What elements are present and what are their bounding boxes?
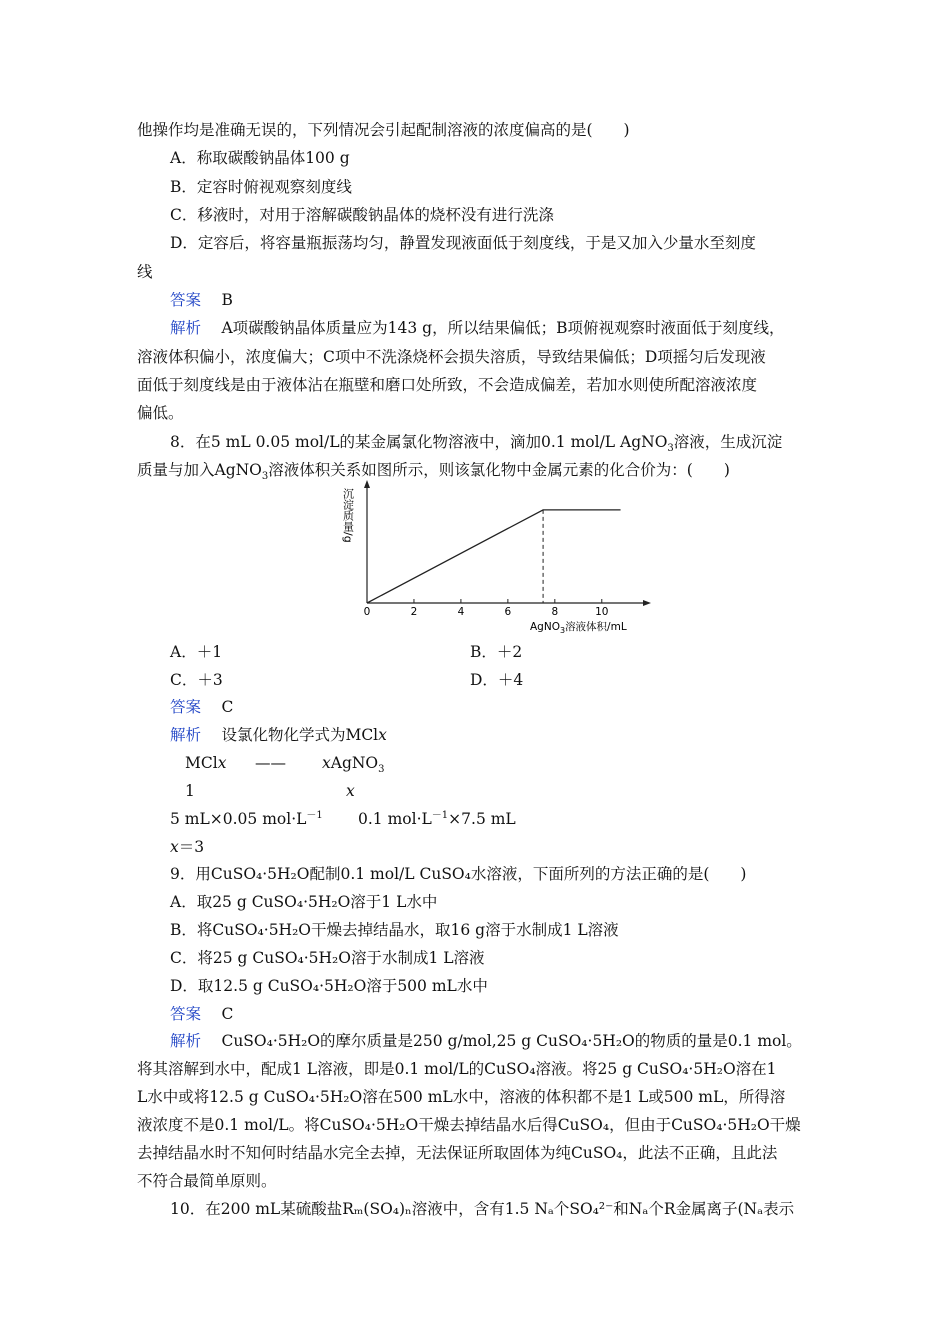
chart-x-tick-label: 0	[363, 606, 371, 618]
answer-value: C	[221, 1005, 234, 1023]
q7-option-d: D．定容后，将容量瓶振荡均匀，静置发现液面低于刻度线，于是又加入少量水至刻度	[170, 234, 756, 252]
calc-text: ×7.5 mL	[448, 810, 516, 828]
calc-text: ＝3	[178, 838, 205, 856]
calc-text: 5 mL×0.05 mol·L	[170, 810, 307, 828]
q7-analysis-line-3: 面低于刻度线是由于液体沾在瓶壁和磨口处所致，不会造成偏差，若加水则使所配溶液浓度	[137, 376, 758, 394]
answer-label: 答案	[170, 698, 202, 716]
q8-option-b: B．＋2	[470, 643, 523, 661]
variable-x: x	[217, 754, 227, 772]
analysis-label: 解析	[170, 726, 202, 744]
q8-option-a: A．＋1	[170, 643, 223, 661]
q7-answer	[170, 290, 233, 310]
chart-y-axis-arrow	[364, 480, 370, 488]
q9-analysis-line-1	[170, 1031, 802, 1051]
subscript: 3	[667, 443, 674, 455]
q8-option-d: D．＋4	[470, 671, 524, 689]
q8-result	[170, 837, 204, 857]
precipitate-chart	[330, 478, 660, 638]
q8-stem-text: 8．在5 mL 0.05 mol/L的某金属氯化物溶液中，滴加0.1 mol/L AgNO	[170, 433, 668, 451]
analysis-label: 解析	[170, 319, 202, 337]
chart-x-tick-label: 10	[595, 606, 609, 618]
superscript: －1	[306, 809, 323, 821]
chart-x-axis-arrow	[643, 600, 651, 606]
q8-calc-left	[170, 809, 323, 829]
q9-analysis-line-6: 不符合最简单原则。	[137, 1172, 277, 1190]
q10-stem-line-1: 10．在200 mL某硫酸盐Rₘ(SO₄)ₙ溶液中，含有1.5 Nₐ个SO₄²⁻和Nₐ个R金属离子(Nₐ表示	[170, 1200, 795, 1218]
q8-stem-text: 溶液体积关系如图所示，则该氯化物中金属元素的化合价为：( )	[268, 461, 730, 479]
q7-option-c: C．移液时，对用于溶解碳酸钠晶体的烧杯没有进行洗涤	[170, 206, 554, 224]
subscript: 3	[378, 764, 385, 776]
subscript: 3	[261, 471, 269, 483]
q8-calc-one: 1	[185, 782, 195, 800]
chart-x-tick-label: 2	[410, 606, 418, 618]
q8-calc-agno3	[322, 753, 385, 776]
q7-option-a: A．称取碳酸钠晶体100 g	[170, 149, 350, 167]
q7-analysis-line-1	[170, 318, 784, 338]
chart-y-axis-label: 沉淀质量/g	[341, 488, 355, 543]
q8-calc-right	[358, 809, 516, 829]
q9-analysis-line-3: L水中或将12.5 g CuSO₄·5H₂O溶在500 mL水中，溶液的体积都不是1 L或500 mL，所得溶	[137, 1088, 786, 1106]
q9-answer	[170, 1004, 233, 1024]
variable-x: x	[378, 726, 387, 744]
chart-x-tick-label: 4	[457, 606, 465, 618]
q9-analysis-line-2: 将其溶解到水中，配成1 L溶液，即是0.1 mol/L的CuSO₄溶液。将25 g CuSO₄·5H₂O溶在1	[137, 1060, 777, 1078]
q8-calc-x: x	[346, 782, 355, 800]
chart-x-tick-label: 6	[504, 606, 512, 618]
q8-option-c: C．＋3	[170, 671, 223, 689]
q8-analysis-line-1	[170, 725, 387, 745]
q8-answer	[170, 697, 233, 717]
calc-text: AgNO	[330, 754, 379, 772]
q8-calc-row-1	[185, 753, 226, 773]
q8-stem-text: 溶液，生成沉淀	[673, 433, 783, 451]
analysis-text: CuSO₄·5H₂O的摩尔质量是250 g/mol,25 g CuSO₄·5H₂O的物质的量是0.1 mol。	[221, 1032, 802, 1050]
calc-text: MCl	[185, 754, 218, 772]
q7-analysis-line-2: 溶液体积偏小，浓度偏大；C项中不洗涤烧杯会损失溶质，导致结果偏低；D项摇匀后发现液	[137, 348, 766, 366]
answer-value: C	[221, 698, 234, 716]
analysis-label: 解析	[170, 1032, 202, 1050]
q7-option-b: B．定容时俯视观察刻度线	[170, 178, 352, 196]
answer-value: B	[221, 291, 233, 309]
chart-series-line	[367, 510, 621, 603]
q8-stem-line-1	[170, 432, 783, 455]
q7-analysis-line-4: 偏低。	[137, 404, 184, 422]
q9-option-c: C．将25 g CuSO₄·5H₂O溶于水制成1 L溶液	[170, 949, 485, 967]
variable-x: x	[170, 838, 179, 856]
superscript: －1	[431, 809, 449, 821]
analysis-text: A项碳酸钠晶体质量应为143 g，所以结果偏低；B项俯视观察时液面低于刻度线，	[221, 319, 785, 337]
q9-option-d: D．取12.5 g CuSO₄·5H₂O溶于500 mL水中	[170, 977, 488, 995]
q8-stem-text: 质量与加入AgNO	[137, 461, 262, 479]
chart-x-tick-label: 8	[551, 606, 559, 618]
q8-stem-line-2	[137, 460, 730, 483]
chart-x-axis-label: AgNO$_3$溶液体积/mL	[530, 621, 627, 635]
q9-analysis-line-4: 液浓度不是0.1 mol/L。将CuSO₄·5H₂O干燥去掉结晶水后得CuSO₄，但由于CuSO₄·5H₂O干燥	[137, 1116, 801, 1134]
analysis-text: 设氯化物化学式为MCl	[221, 726, 379, 744]
q9-analysis-line-5: 去掉结晶水时不知何时结晶水完全去掉，无法保证所取固体为纯CuSO₄，此法不正确，且此法	[137, 1144, 778, 1162]
calc-text: 0.1 mol·L	[358, 810, 432, 828]
variable-x: x	[322, 754, 331, 772]
answer-label: 答案	[170, 291, 202, 309]
q9-option-a: A．取25 g CuSO₄·5H₂O溶于1 L水中	[170, 893, 438, 911]
q7-stem-tail: 他操作均是准确无误的，下列情况会引起配制溶液的浓度偏高的是( )	[137, 121, 630, 139]
answer-label: 答案	[170, 1005, 202, 1023]
q9-option-b: B．将CuSO₄·5H₂O干燥去掉结晶水，取16 g溶于水制成1 L溶液	[170, 921, 619, 939]
q8-calc-dash: ——	[255, 754, 286, 772]
q7-option-d-cont: 线	[137, 263, 153, 281]
q9-stem: 9．用CuSO₄·5H₂O配制0.1 mol/L CuSO₄水溶液，下面所列的方法正确的是( )	[170, 865, 747, 883]
